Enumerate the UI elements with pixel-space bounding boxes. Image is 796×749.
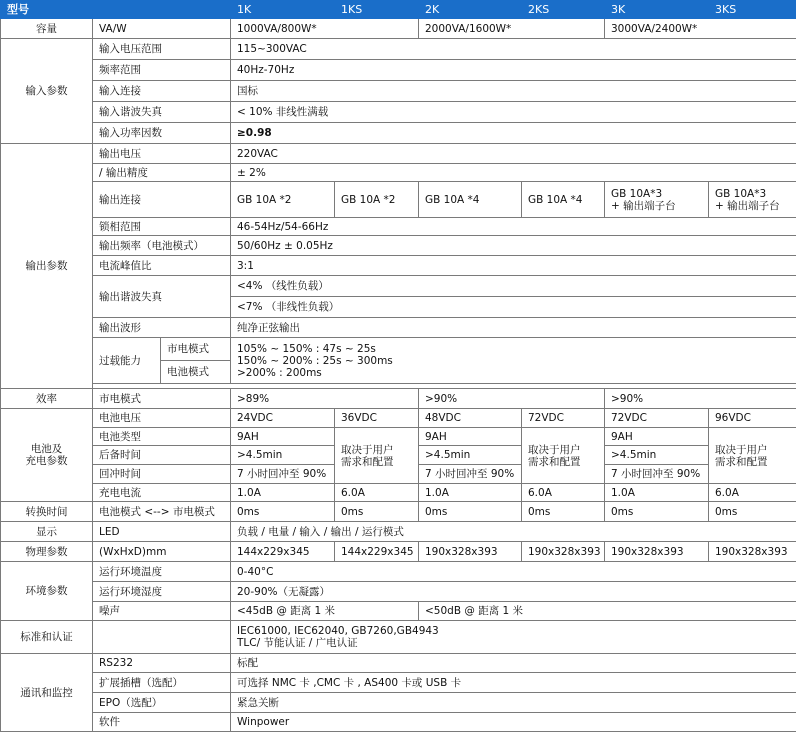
capacity-label: VA/W [93, 19, 231, 39]
battery-recharge-1k: 7 小时回冲至 90% [231, 465, 335, 484]
battery-voltage-2k: 48VDC [419, 409, 522, 428]
output-sync-value: 46-54Hz/54-66Hz [231, 218, 796, 236]
header-2k: 2K [419, 1, 522, 19]
output-overload-label: 过载能力 [93, 338, 161, 384]
transfer-3k: 0ms [605, 502, 709, 522]
output-freq-value: 50/60Hz ± 0.05Hz [231, 236, 796, 256]
output-connection-3k: GB 10A*3 + 输出端子台 [605, 182, 709, 218]
output-crest-row [1, 256, 796, 276]
output-connection-label: 输出连接 [93, 182, 231, 218]
battery-current-3ks: 6.0A [709, 484, 796, 502]
transfer-1ks: 0ms [335, 502, 419, 522]
battery-current-1ks: 6.0A [335, 484, 419, 502]
output-waveform-label: 输出波形 [93, 318, 231, 338]
comm-slot-row [1, 673, 796, 693]
environment-noise-label: 噪声 [93, 602, 231, 621]
battery-custom-1ks: 取决于用户 需求和配置 [335, 428, 419, 484]
output-category: 输出参数 [1, 144, 93, 389]
output-waveform-value: 纯净正弦输出 [231, 318, 796, 338]
output-connection-row [1, 182, 796, 218]
header-row [1, 1, 796, 19]
capacity-1k: 1000VA/800W* [231, 19, 419, 39]
header-1k: 1K [231, 1, 335, 19]
capacity-row [1, 19, 796, 39]
output-sync-row [1, 218, 796, 236]
comm-epo-label: EPO（选配） [93, 693, 231, 713]
capacity-2k: 2000VA/1600W* [419, 19, 605, 39]
battery-recharge-2k: 7 小时回冲至 90% [419, 465, 522, 484]
output-freq-label: 输出频率（电池模式） [93, 236, 231, 256]
output-connection-2ks: GB 10A *4 [522, 182, 605, 218]
output-crest-value: 3:1 [231, 256, 796, 276]
environment-humidity-label: 运行环境湿度 [93, 582, 231, 602]
input-freq-label: 频率范围 [93, 60, 231, 81]
battery-voltage-2ks: 72VDC [522, 409, 605, 428]
standards-row [1, 621, 796, 654]
environment-temp-label: 运行环境温度 [93, 562, 231, 582]
physical-3k: 190x328x393 [605, 542, 709, 562]
battery-voltage-3ks: 96VDC [709, 409, 796, 428]
battery-current-2k: 1.0A [419, 484, 522, 502]
environment-category: 环境参数 [1, 562, 93, 621]
physical-2ks: 190x328x393 [522, 542, 605, 562]
transfer-2ks: 0ms [522, 502, 605, 522]
input-thd-row [1, 102, 796, 123]
output-accuracy-label: / 输出精度 [93, 164, 231, 182]
physical-category: 物理参数 [1, 542, 93, 562]
environment-noise-row [1, 602, 796, 621]
input-thd-value: < 10% 非线性满载 [231, 102, 796, 123]
physical-2k: 190x328x393 [419, 542, 522, 562]
output-overload-mains: 市电模式 [161, 338, 231, 361]
battery-recharge-label: 回冲时间 [93, 465, 231, 484]
input-voltage-label: 输入电压范围 [93, 39, 231, 60]
battery-type-3k: 9AH [605, 428, 709, 446]
transfer-category: 转换时间 [1, 502, 93, 522]
header-3ks: 3KS [709, 1, 796, 19]
comm-rs232-row [1, 654, 796, 673]
battery-type-label: 电池类型 [93, 428, 231, 446]
efficiency-label: 市电模式 [93, 389, 231, 409]
physical-row [1, 542, 796, 562]
environment-noise-1k: <45dB @ 距离 1 米 [231, 602, 419, 621]
battery-type-1k: 9AH [231, 428, 335, 446]
input-pf-value: ≥0.98 [231, 123, 796, 144]
battery-voltage-row [1, 409, 796, 428]
input-voltage-row [1, 39, 796, 60]
battery-custom-3ks: 取决于用户 需求和配置 [709, 428, 796, 484]
battery-voltage-label: 电池电压 [93, 409, 231, 428]
header-3k: 3K [605, 1, 709, 19]
output-thd-label: 输出谐波失真 [93, 276, 231, 318]
environment-temp-value: 0-40°C [231, 562, 796, 582]
battery-backup-2k: >4.5min [419, 446, 522, 465]
input-pf-label: 输入功率因数 [93, 123, 231, 144]
capacity-3k: 3000VA/2400W* [605, 19, 796, 39]
transfer-label: 电池模式 <--> 市电模式 [93, 502, 231, 522]
comm-rs232-label: RS232 [93, 654, 231, 673]
battery-type-2k: 9AH [419, 428, 522, 446]
input-connection-row [1, 81, 796, 102]
battery-current-1k: 1.0A [231, 484, 335, 502]
comm-software-label: 软件 [93, 713, 231, 732]
physical-1k: 144x229x345 [231, 542, 335, 562]
physical-3ks: 190x328x393 [709, 542, 796, 562]
physical-label: (WxHxD)mm [93, 542, 231, 562]
comm-slot-value: 可选择 NMC 卡 ,CMC 卡 , AS400 卡或 USB 卡 [231, 673, 796, 693]
standards-value: IEC61000, IEC62040, GB7260,GB4943 TLC/ 节能认证 / 广电认证 [231, 621, 796, 654]
output-connection-2k: GB 10A *4 [419, 182, 522, 218]
transfer-2k: 0ms [419, 502, 522, 522]
environment-noise-2k-3k: <50dB @ 距离 1 米 [419, 602, 796, 621]
input-connection-label: 输入连接 [93, 81, 231, 102]
output-thd-nonlinear: <7% （非线性负载） [231, 297, 796, 318]
battery-current-row [1, 484, 796, 502]
standards-category: 标准和认证 [1, 621, 93, 654]
header-model: 型号 [1, 1, 93, 19]
battery-current-3k: 1.0A [605, 484, 709, 502]
display-value: 负载 / 电量 / 输入 / 输出 / 运行模式 [231, 522, 796, 542]
battery-backup-3k: >4.5min [605, 446, 709, 465]
comm-software-value: Winpower [231, 713, 796, 732]
efficiency-2k: >90% [419, 389, 605, 409]
battery-current-2ks: 6.0A [522, 484, 605, 502]
comm-epo-value: 紧急关断 [231, 693, 796, 713]
input-voltage-value: 115~300VAC [231, 39, 796, 60]
output-thd-linear: <4% （线性负载） [231, 276, 796, 297]
comm-category: 通讯和监控 [1, 654, 93, 732]
display-category: 显示 [1, 522, 93, 542]
display-row [1, 522, 796, 542]
input-pf-row [1, 123, 796, 144]
battery-voltage-3k: 72VDC [605, 409, 709, 428]
output-voltage-label: 输出电压 [93, 144, 231, 164]
output-connection-3ks: GB 10A*3 + 输出端子台 [709, 182, 796, 218]
battery-custom-2ks: 取决于用户 需求和配置 [522, 428, 605, 484]
header-2ks: 2KS [522, 1, 605, 19]
environment-humidity-row [1, 582, 796, 602]
output-freq-row [1, 236, 796, 256]
output-voltage-value: 220VAC [231, 144, 796, 164]
header-1ks: 1KS [335, 1, 419, 19]
physical-1ks: 144x229x345 [335, 542, 419, 562]
battery-voltage-1k: 24VDC [231, 409, 335, 428]
battery-type-row [1, 428, 796, 446]
output-accuracy-row [1, 164, 796, 182]
output-overload-battery: 电池模式 [161, 361, 231, 384]
comm-epo-row [1, 693, 796, 713]
comm-slot-label: 扩展插槽（选配） [93, 673, 231, 693]
transfer-3ks: 0ms [709, 502, 796, 522]
environment-humidity-value: 20-90%（无凝露） [231, 582, 796, 602]
output-thd-row [1, 276, 796, 297]
battery-category: 电池及 充电参数 [1, 409, 93, 502]
battery-recharge-3k: 7 小时回冲至 90% [605, 465, 709, 484]
battery-voltage-1ks: 36VDC [335, 409, 419, 428]
transfer-1k: 0ms [231, 502, 335, 522]
output-connection-1k: GB 10A *2 [231, 182, 335, 218]
efficiency-3k: >90% [605, 389, 796, 409]
efficiency-row [1, 389, 796, 409]
output-crest-label: 电流峰值比 [93, 256, 231, 276]
display-label: LED [93, 522, 231, 542]
standards-label [93, 621, 231, 654]
input-connection-value: 国标 [231, 81, 796, 102]
output-connection-1ks: GB 10A *2 [335, 182, 419, 218]
input-freq-row [1, 60, 796, 81]
output-sync-label: 锁相范围 [93, 218, 231, 236]
output-overload-value: 105% ~ 150% : 47s ~ 25s 150% ~ 200% : 25s ~ 300ms >200% : 200ms [231, 338, 796, 384]
comm-software-row [1, 713, 796, 732]
input-thd-label: 输入谐波失真 [93, 102, 231, 123]
battery-backup-label: 后备时间 [93, 446, 231, 465]
output-waveform-row [1, 318, 796, 338]
output-accuracy-value: ± 2% [231, 164, 796, 182]
transfer-row [1, 502, 796, 522]
environment-temp-row [1, 562, 796, 582]
output-overload-row [1, 338, 796, 361]
comm-rs232-value: 标配 [231, 654, 796, 673]
output-voltage-row [1, 144, 796, 164]
input-category: 输入参数 [1, 39, 93, 144]
efficiency-category: 效率 [1, 389, 93, 409]
input-freq-value: 40Hz-70Hz [231, 60, 796, 81]
battery-backup-1k: >4.5min [231, 446, 335, 465]
header-spacer [93, 1, 231, 19]
efficiency-1k: >89% [231, 389, 419, 409]
capacity-category: 容量 [1, 19, 93, 39]
battery-current-label: 充电电流 [93, 484, 231, 502]
